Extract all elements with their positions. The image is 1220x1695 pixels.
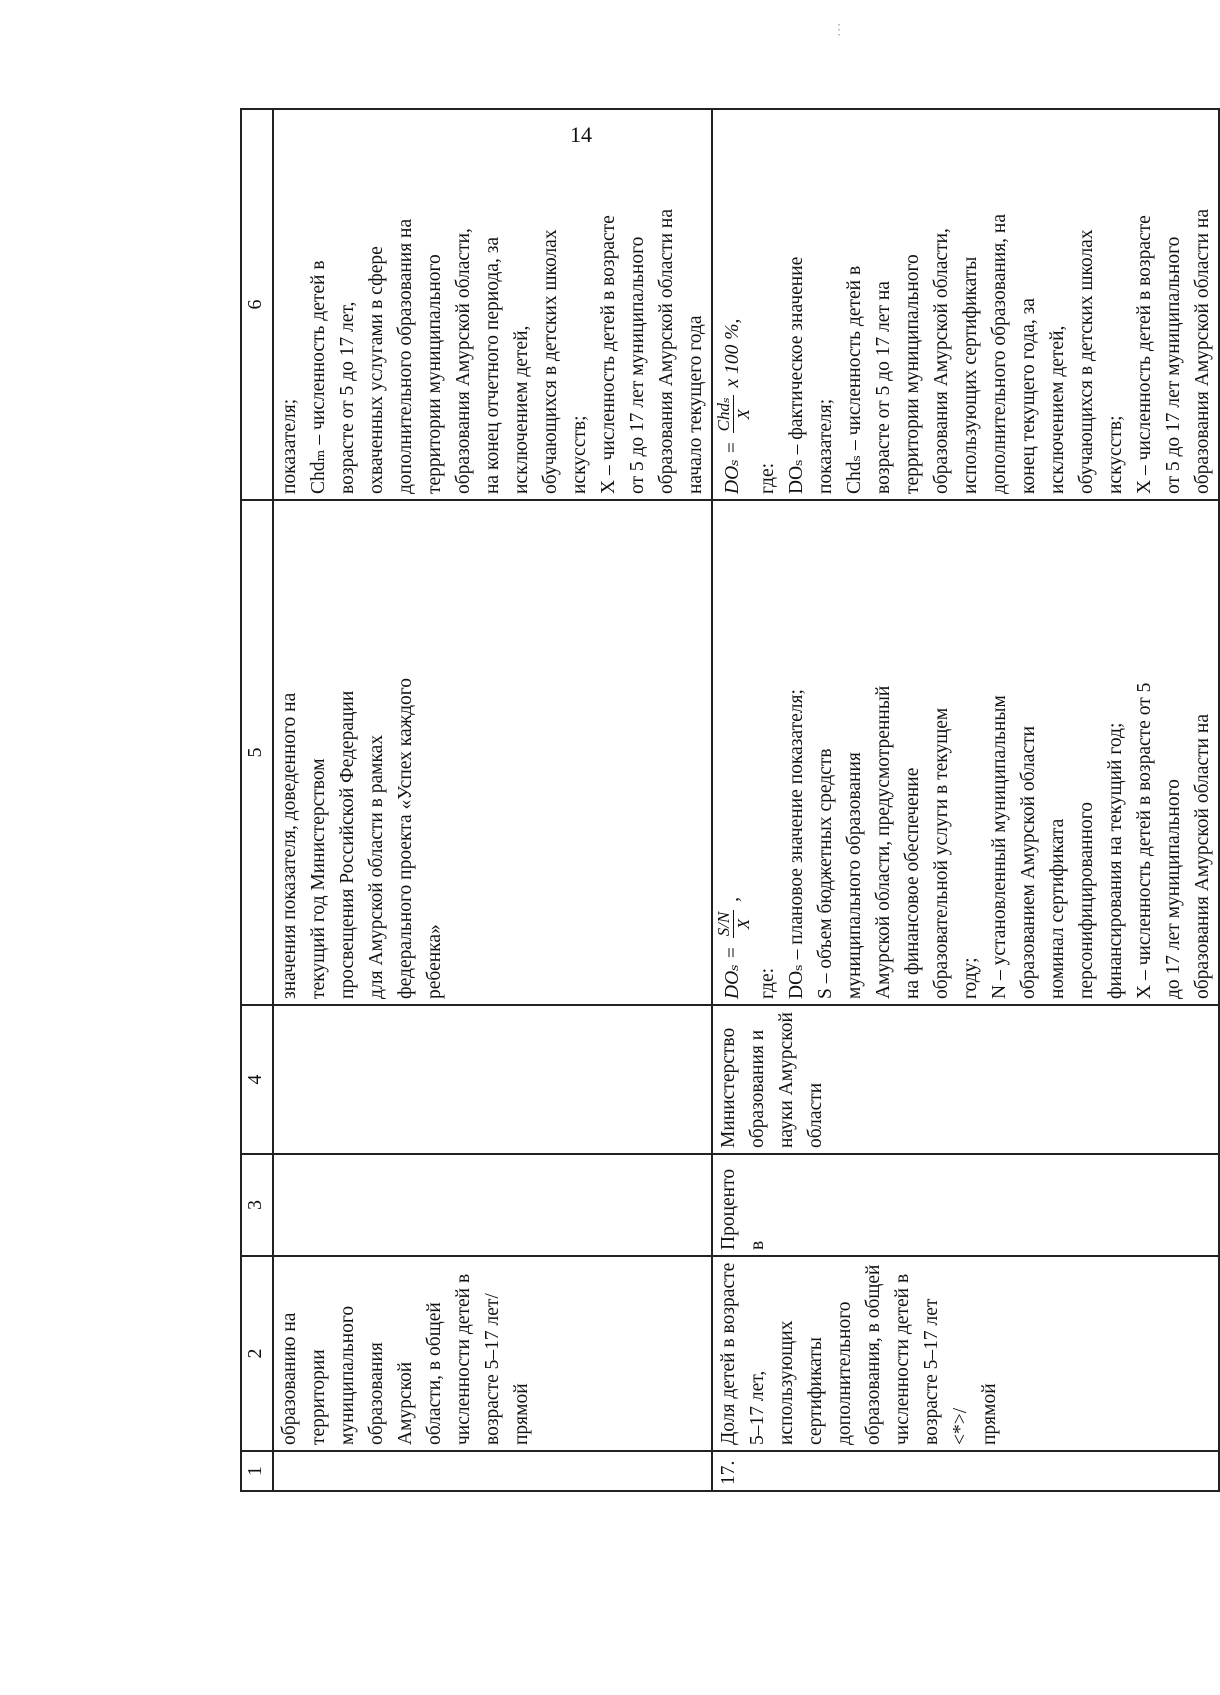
text-line: значения показателя, доведенного на	[279, 692, 300, 999]
text-line: дополнительного образования на	[395, 218, 416, 494]
responsible-cell	[273, 1005, 712, 1154]
text-line: дополнительного	[834, 1301, 855, 1445]
text-line: использующих	[776, 1320, 797, 1445]
text-line: 5–17 лет,	[747, 1370, 768, 1445]
table-row	[273, 109, 712, 1491]
text-line: текущий год Министерством	[308, 758, 329, 999]
text-line: исключением детей,	[1047, 325, 1068, 494]
text-line: Доля детей в возрасте	[718, 1262, 739, 1445]
text-line: образованием Амурской области	[1018, 725, 1039, 999]
text-line: численности детей в	[892, 1273, 913, 1445]
plan-method-cell	[712, 500, 1219, 1005]
text-line: X – численность детей в возрасте от 5	[1134, 682, 1155, 999]
unit-cell: Процентов	[712, 1154, 1219, 1256]
text-line: прямой	[979, 1383, 1000, 1445]
fact-method-cell	[712, 109, 1219, 500]
text-line: показателя;	[815, 398, 836, 494]
formula-fraction	[714, 395, 753, 433]
text-line: для Амурской области в рамках	[366, 734, 387, 999]
formula-lhs: DOₛ =	[721, 946, 743, 999]
text-line: искусств;	[1105, 415, 1126, 494]
text-line: показателя;	[279, 398, 300, 494]
text-line: X – численность детей в возрасте	[598, 215, 619, 494]
text-line: области	[805, 1082, 826, 1148]
text-line: номинал сертификата	[1047, 818, 1068, 999]
row-number-cell: 17.	[712, 1451, 1219, 1491]
text-line: персонифицированного	[1076, 801, 1097, 999]
formula-denominator: X	[734, 409, 753, 420]
text-line: территории	[308, 1349, 329, 1445]
text-line: муниципального образования	[844, 752, 865, 999]
text-line: использующих сертификаты	[960, 256, 981, 494]
text-line: финансирования на текущий год;	[1105, 722, 1126, 999]
text-line: ребенка»	[424, 924, 445, 999]
formula-numerator: S/N	[714, 911, 733, 937]
text-line: численности детей в	[453, 1273, 474, 1445]
text-line: образования Амурской области,	[453, 228, 474, 494]
text-line: на финансовое обеспечение	[902, 767, 923, 999]
text-line: начало текущего года	[685, 315, 706, 494]
indicator-table	[240, 108, 1220, 1492]
text-line: сертификаты	[805, 1336, 826, 1445]
text-line: искусств;	[569, 415, 590, 494]
formula-tail: ,	[721, 897, 743, 902]
text-line: муниципального	[337, 1305, 358, 1445]
text-line: дополнительного образования, на	[989, 213, 1010, 494]
column-header-row	[241, 109, 273, 1491]
text-line: образовательной услуги в текущем	[931, 707, 952, 999]
text-line: Chdₘ – численность детей в	[308, 260, 329, 494]
text-line: конец текущего года, за	[1018, 298, 1039, 494]
text-line: области, в общей	[424, 1302, 445, 1445]
text-line: обучающихся в детских школах	[1076, 229, 1097, 494]
text-line: где:	[757, 967, 778, 999]
indicator-name-cell	[273, 1256, 712, 1451]
text-line: образования Амурской области на	[1192, 713, 1213, 999]
column-header: 4	[241, 1005, 273, 1154]
text-line: Министерство	[718, 1027, 739, 1148]
fact-method-text	[753, 115, 1217, 494]
text-line: образования Амурской	[366, 1342, 416, 1445]
text-line: образованию на	[279, 1312, 300, 1445]
text-line: образования Амурской области,	[931, 228, 952, 494]
text-line: исключением детей,	[511, 325, 532, 494]
text-line: DOₛ – плановое значение показателя;	[786, 689, 807, 999]
column-header: 6	[241, 109, 273, 500]
text-line: S – объем бюджетных средств	[815, 748, 836, 999]
text-line: охваченных услугами в сфере	[366, 246, 387, 494]
text-line: образования, в общей	[863, 1264, 884, 1445]
text-line: просвещения Российской Федерации	[337, 690, 358, 999]
text-line: федерального проекта «Успех каждого	[395, 677, 416, 999]
text-line: Chdₛ – численность детей в	[844, 265, 865, 494]
text-line: возрасте 5–17 лет	[921, 1298, 942, 1445]
fact-formula	[714, 115, 753, 494]
plan-formula	[714, 506, 753, 999]
text-line: DOₛ – фактическое значение	[786, 256, 807, 494]
unit-cell	[273, 1154, 712, 1256]
text-line: образования Амурской области на	[1192, 208, 1213, 494]
row-number-cell	[273, 1451, 712, 1491]
page-number: 14	[570, 122, 592, 147]
responsible-cell	[712, 1005, 1219, 1154]
text-line: <*>/	[950, 1407, 971, 1445]
text-line: обучающихся в детских школах	[540, 229, 561, 494]
text-line: образования Амурской области на	[656, 208, 677, 494]
scan-speck: ⋮	[832, 23, 846, 38]
text-line: возрасте от 5 до 17 лет,	[337, 301, 358, 494]
column-header: 1	[241, 1451, 273, 1491]
text-line: возрасте от 5 до 17 лет на	[873, 281, 894, 494]
text-line: Амурской области, предусмотренный	[873, 685, 894, 999]
text-line: от 5 до 17 лет муниципального	[627, 236, 648, 494]
text-line: где:	[757, 462, 778, 494]
text-line: N – установленный муниципальным	[989, 695, 1010, 999]
rotated-page	[100, 112, 1213, 1552]
column-header: 3	[241, 1154, 273, 1256]
text-line: до 17 лет муниципального	[1163, 779, 1184, 999]
column-header: 5	[241, 500, 273, 1005]
plan-method-cell	[273, 500, 712, 1005]
text-line: X – численность детей в возрасте	[1134, 215, 1155, 494]
column-header: 2	[241, 1256, 273, 1451]
text-line: территории муниципального	[424, 254, 445, 494]
text-line: году;	[960, 957, 981, 999]
indicator-name-cell	[712, 1256, 1219, 1451]
text-line: от 5 до 17 лет муниципального	[1163, 236, 1184, 494]
text-line: на конец отчетного периода, за	[482, 236, 503, 494]
text-line: науки Амурской	[776, 1012, 797, 1148]
text-line: прямой	[511, 1383, 532, 1445]
formula-fraction	[714, 910, 753, 939]
table-row	[712, 109, 1219, 1491]
formula-tail: x 100 %,	[721, 318, 743, 388]
text-line: территории муниципального	[902, 254, 923, 494]
formula-numerator: Chdₛ	[714, 397, 733, 432]
formula-lhs: DOₛ =	[721, 441, 743, 494]
text-line: возрасте 5–17 лет/	[482, 1293, 503, 1445]
text-line: образования и	[747, 1029, 768, 1148]
plan-method-text	[753, 506, 1217, 999]
formula-denominator: X	[734, 918, 753, 930]
fact-method-cell	[273, 109, 712, 500]
